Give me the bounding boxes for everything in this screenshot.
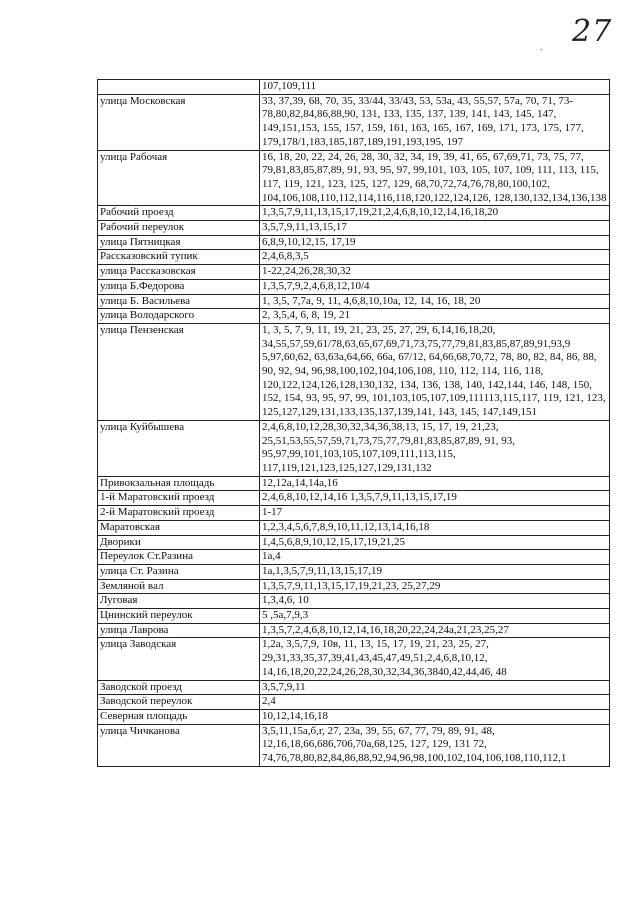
house-numbers: 12,12а,14,14а,16 — [260, 476, 610, 491]
street-name: улица Б.Федорова — [98, 279, 260, 294]
house-numbers: 1, 3, 5, 7, 9, 11, 19, 21, 23, 25, 27, 29, 6,14,16,18,20, 34,55,57,59,61/78,63,65,67,69,71,73,75,77,79,81,83,85,87,89,91,93,9 5,97,60,62, 63,63а,64,66, 66а, 67/12, 64,66,68,70,72, 78, 80, 82, 84, 86, 88, 90, 92, 94, 96,98,100,102,104,106,108, 110, 112, 114, 116, 118, 120,122,124,126,128,130,132, 134, 136, 138, 140, 142,144, 146, 148, 150, 152, 154, 93, 95, 97, 99, 101,103,105,107,109,111113,115,117, 119, 121, 123, 125,127,129,131,133,135,137,139,141, 143, 145, 147,149,151 — [260, 323, 610, 420]
table-row — [98, 535, 610, 550]
table-row — [98, 235, 610, 250]
street-name: Цнинский переулок — [98, 609, 260, 624]
table-row — [98, 623, 610, 638]
house-numbers: 1,3,5,7,2,4,6,8,10,12,14,16,18,20,22,24,24а,21,23,25,27 — [260, 623, 610, 638]
table-row — [98, 279, 610, 294]
table-row — [98, 309, 610, 324]
table-row — [98, 594, 610, 609]
street-name: улица Володарского — [98, 309, 260, 324]
house-numbers: 3,5,11,15а,б,г, 27, 23а, 39, 55, 67, 77, 79, 89, 91, 48, 12,16,18,66,686,706,70а,68,125, 127, 129, 131 72, 74,76,78,80,82,84,86,88,92,94,96,98,100,102,104,106,108,110,112,1 — [260, 724, 610, 766]
table-row — [98, 294, 610, 309]
house-numbers: 3,5,7,9,11,13,15,17 — [260, 221, 610, 236]
street-name — [98, 80, 260, 95]
house-numbers: 33, 37,39, 68, 70, 35, 33/44, 33/43, 53, 53а, 43, 55,57, 57а, 70, 71, 73-78,80,82,84,86,88,90, 131, 133, 135, 137, 139, 141, 143, 145, 147, 149,151,153, 155, 157, 159, 161, 163, 165, 167, 169, 171, 173, 175, 177, 179,178/1,183,185,187,189,191,193,195, 197 — [260, 94, 610, 150]
street-name: улица Московская — [98, 94, 260, 150]
house-numbers: 3,5,7,9,11 — [260, 680, 610, 695]
house-numbers: 5 ,5а,7,9,3 — [260, 609, 610, 624]
table-row — [98, 206, 610, 221]
street-name: Рассказовский тупик — [98, 250, 260, 265]
street-name: Переулок Ст.Разина — [98, 550, 260, 565]
address-table — [97, 79, 610, 767]
margin-mark: . — [540, 42, 543, 53]
street-name: Маратовская — [98, 520, 260, 535]
house-numbers: 2,4,6,8,10,12,28,30,32,34,36,38,13, 15, 17, 19, 21,23, 25,51,53,55,57,59,71,73,75,77,79,81,83,85,87,89, 91, 93, 95,97,99,101,103,105,107,109,111,113,115, 117,119,121,123,125,127,129,131,132 — [260, 420, 610, 476]
table-row — [98, 724, 610, 766]
table-row — [98, 323, 610, 420]
table-row — [98, 250, 610, 265]
table-row — [98, 680, 610, 695]
house-numbers: 6,8,9,10,12,15, 17,19 — [260, 235, 610, 250]
table-row — [98, 520, 610, 535]
street-name: Луговая — [98, 594, 260, 609]
table-row — [98, 550, 610, 565]
house-numbers: 1,3,5,7,9,11,13,15,17,19,21,2,4,6,8,10,12,14,16,18,20 — [260, 206, 610, 221]
street-name: 2-й Маратовский проезд — [98, 506, 260, 521]
street-name: улица Ст. Разина — [98, 564, 260, 579]
table-row — [98, 265, 610, 280]
table-row — [98, 420, 610, 476]
table-row — [98, 695, 610, 710]
house-numbers: 16, 18, 20, 22, 24, 26, 28, 30, 32, 34, 19, 39, 41, 65, 67,69,71, 73, 75, 77, 79,81,83,85,87,89, 91, 93, 95, 97, 99,101, 103, 105, 107, 109, 111, 113, 115, 117, 119, 121, 123, 125, 127, 129, 68,70,72,74,76,78,80,100,102, 104,106,108,110,112,114,116,118,120,122,124,126, 128,130,132,134,136,138 — [260, 150, 610, 206]
street-name: Заводской проезд — [98, 680, 260, 695]
house-numbers: 1-17 — [260, 506, 610, 521]
street-name: улица Чичканова — [98, 724, 260, 766]
street-name: улица Пятницкая — [98, 235, 260, 250]
street-name: Заводской переулок — [98, 695, 260, 710]
table-row — [98, 80, 610, 95]
street-name: Дворики — [98, 535, 260, 550]
street-name: улица Куйбышева — [98, 420, 260, 476]
street-name: Северная площадь — [98, 709, 260, 724]
street-name: улица Заводская — [98, 638, 260, 680]
table-row — [98, 94, 610, 150]
house-numbers: 2,4,6,8,3,5 — [260, 250, 610, 265]
house-numbers: 1,2,3,4,5,6,7,8,9,10,11,12,13,14,16,18 — [260, 520, 610, 535]
table-row — [98, 709, 610, 724]
street-name: Рабочий переулок — [98, 221, 260, 236]
table-row — [98, 150, 610, 206]
table-row — [98, 491, 610, 506]
house-numbers: 1а,1,3,5,7,9,11,13,15,17,19 — [260, 564, 610, 579]
table-row — [98, 564, 610, 579]
street-name: 1-й Маратовский проезд — [98, 491, 260, 506]
house-numbers: 2,4 — [260, 695, 610, 710]
house-numbers: 1, 3,5, 7,7а, 9, 11, 4,6,8,10,10а, 12, 14, 16, 18, 20 — [260, 294, 610, 309]
table-row — [98, 638, 610, 680]
house-numbers: 1-22,24,26,28,30,32 — [260, 265, 610, 280]
street-name: Земляной вал — [98, 579, 260, 594]
house-numbers: 1,4,5,6,8,9,10,12,15,17,19,21,25 — [260, 535, 610, 550]
house-numbers: 1а,4 — [260, 550, 610, 565]
table-row — [98, 221, 610, 236]
table-row — [98, 609, 610, 624]
house-numbers: 1,3,4,6, 10 — [260, 594, 610, 609]
house-numbers: 2, 3,5,4, 6, 8, 19, 21 — [260, 309, 610, 324]
house-numbers: 1,2а, 3,5,7,9, 10в, 11, 13, 15, 17, 19, 21, 23, 25, 27, 29,31,33,35,37,39,41,43,45,47,49,51,2,4,6,8,10,12, 14,16,18,20,22,24,26,28,30,32,34,36,3840,42,44,46, 48 — [260, 638, 610, 680]
table-row — [98, 476, 610, 491]
table-row — [98, 579, 610, 594]
street-name: улица Б. Васильева — [98, 294, 260, 309]
street-name: улица Рассказовская — [98, 265, 260, 280]
street-name: улица Рабочая — [98, 150, 260, 206]
page-number: 27 — [572, 14, 613, 49]
house-numbers: 107,109,111 — [260, 80, 610, 95]
street-name: Рабочий проезд — [98, 206, 260, 221]
house-numbers: 1,3,5,7,9,2,4,6,8,12,10/4 — [260, 279, 610, 294]
house-numbers: 1,3,5,7,9,11,13,15,17,19,21,23, 25,27,29 — [260, 579, 610, 594]
street-name: улица Лаврова — [98, 623, 260, 638]
street-name: улица Пензенская — [98, 323, 260, 420]
house-numbers: 2,4,6,8,10,12,14,16 1,3,5,7,9,11,13,15,17,19 — [260, 491, 610, 506]
house-numbers: 10,12,14,16,18 — [260, 709, 610, 724]
street-name: Привокзальная площадь — [98, 476, 260, 491]
table-row — [98, 506, 610, 521]
